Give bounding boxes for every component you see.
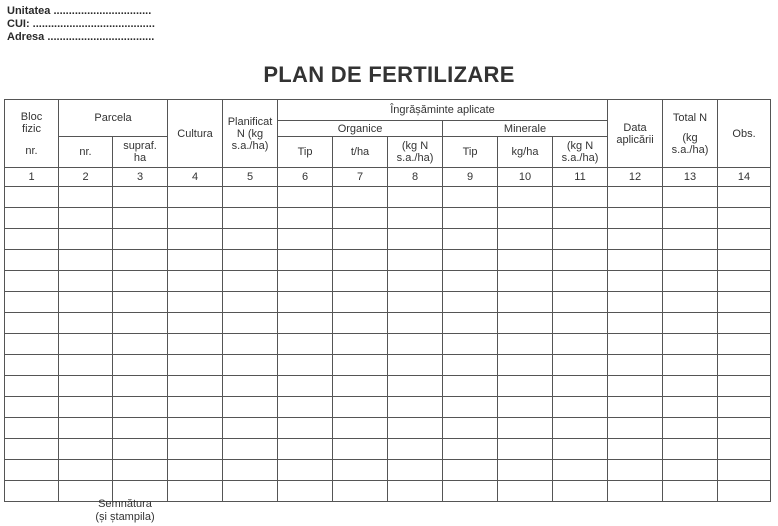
- table-cell[interactable]: [663, 250, 718, 271]
- table-cell[interactable]: [443, 313, 498, 334]
- table-cell[interactable]: [498, 481, 553, 502]
- table-row: [5, 187, 771, 208]
- table-cell[interactable]: [498, 292, 553, 313]
- table-cell[interactable]: [333, 397, 388, 418]
- table-cell[interactable]: [388, 292, 443, 313]
- table-cell[interactable]: [388, 439, 443, 460]
- table-cell[interactable]: [608, 250, 663, 271]
- table-cell[interactable]: [278, 418, 333, 439]
- header-parcela: Parcela: [59, 100, 168, 137]
- column-number: 12: [608, 168, 663, 187]
- column-number-row: [5, 168, 771, 187]
- table-row: [5, 460, 771, 481]
- table-cell[interactable]: [663, 397, 718, 418]
- table-cell[interactable]: [168, 439, 223, 460]
- table-cell[interactable]: [498, 460, 553, 481]
- table-cell[interactable]: [718, 439, 771, 460]
- column-number: 2: [59, 168, 113, 187]
- table-cell[interactable]: [278, 439, 333, 460]
- table-cell[interactable]: [553, 292, 608, 313]
- table-cell[interactable]: [5, 418, 59, 439]
- header-organice: Organice: [278, 121, 443, 137]
- table-cell[interactable]: [59, 418, 113, 439]
- table-row: [5, 271, 771, 292]
- table-cell[interactable]: [333, 271, 388, 292]
- table-cell[interactable]: [333, 439, 388, 460]
- table-row: [5, 292, 771, 313]
- table-cell[interactable]: [718, 313, 771, 334]
- table-cell[interactable]: [553, 250, 608, 271]
- table-cell[interactable]: [388, 460, 443, 481]
- table-cell[interactable]: [388, 418, 443, 439]
- header-data-aplicarii: Data aplicării: [608, 100, 663, 168]
- table-cell[interactable]: [388, 208, 443, 229]
- table-cell[interactable]: [223, 271, 278, 292]
- table-cell[interactable]: [59, 376, 113, 397]
- table-cell[interactable]: [5, 208, 59, 229]
- table-cell[interactable]: [59, 271, 113, 292]
- table-cell[interactable]: [113, 334, 168, 355]
- table-cell[interactable]: [113, 313, 168, 334]
- table-cell[interactable]: [443, 460, 498, 481]
- column-number: 4: [168, 168, 223, 187]
- table-row: [5, 418, 771, 439]
- table-cell[interactable]: [278, 271, 333, 292]
- column-number: 14: [718, 168, 771, 187]
- header-min-kgn: (kg N s.a./ha): [553, 137, 608, 168]
- table-row: [5, 208, 771, 229]
- table-cell[interactable]: [168, 208, 223, 229]
- header-org-kgn: (kg N s.a./ha): [388, 137, 443, 168]
- table-cell[interactable]: [443, 355, 498, 376]
- table-cell[interactable]: [168, 250, 223, 271]
- table-cell[interactable]: [278, 292, 333, 313]
- table-cell[interactable]: [443, 250, 498, 271]
- table-cell[interactable]: [608, 460, 663, 481]
- table-cell[interactable]: [498, 397, 553, 418]
- table-cell[interactable]: [718, 229, 771, 250]
- table-cell[interactable]: [718, 481, 771, 502]
- table-row: [5, 439, 771, 460]
- table-cell[interactable]: [663, 187, 718, 208]
- table-cell[interactable]: [608, 418, 663, 439]
- company-info-block: [7, 5, 155, 44]
- table-cell[interactable]: [168, 229, 223, 250]
- table-cell[interactable]: [333, 418, 388, 439]
- unit-line: Unitatea ................................: [7, 5, 152, 17]
- table-cell[interactable]: [608, 229, 663, 250]
- table-row: [5, 397, 771, 418]
- table-cell[interactable]: [608, 397, 663, 418]
- table-row: [5, 376, 771, 397]
- table-cell[interactable]: [718, 271, 771, 292]
- header-org-tip: Tip: [278, 137, 333, 168]
- table-cell[interactable]: [388, 481, 443, 502]
- table-cell[interactable]: [443, 439, 498, 460]
- table-cell[interactable]: [718, 460, 771, 481]
- table-row: [5, 355, 771, 376]
- cui-line: CUI: ........................................: [7, 18, 155, 30]
- table-cell[interactable]: [443, 481, 498, 502]
- table-cell[interactable]: [608, 208, 663, 229]
- table-cell[interactable]: [333, 208, 388, 229]
- table-cell[interactable]: [113, 397, 168, 418]
- table-cell[interactable]: [59, 250, 113, 271]
- column-number: 11: [553, 168, 608, 187]
- table-cell[interactable]: [333, 376, 388, 397]
- table-cell[interactable]: [5, 250, 59, 271]
- table-cell[interactable]: [5, 187, 59, 208]
- table-cell[interactable]: [168, 334, 223, 355]
- table-cell[interactable]: [59, 208, 113, 229]
- table-cell[interactable]: [113, 250, 168, 271]
- table-cell[interactable]: [59, 397, 113, 418]
- column-number: 1: [5, 168, 59, 187]
- table-cell[interactable]: [333, 334, 388, 355]
- table-cell[interactable]: [663, 271, 718, 292]
- page-title: PLAN DE FERTILIZARE: [263, 62, 515, 87]
- table-cell[interactable]: [443, 292, 498, 313]
- table-cell[interactable]: [223, 376, 278, 397]
- table-cell[interactable]: [498, 439, 553, 460]
- header-min-kgha: kg/ha: [498, 137, 553, 168]
- table-cell[interactable]: [223, 187, 278, 208]
- table-cell[interactable]: [59, 334, 113, 355]
- table-cell[interactable]: [5, 355, 59, 376]
- table-cell[interactable]: [718, 334, 771, 355]
- table-cell[interactable]: [608, 481, 663, 502]
- table-cell[interactable]: [223, 292, 278, 313]
- table-cell[interactable]: [278, 250, 333, 271]
- table-cell[interactable]: [113, 418, 168, 439]
- table-cell[interactable]: [333, 460, 388, 481]
- table-cell[interactable]: [498, 208, 553, 229]
- header-obs: Obs.: [718, 100, 771, 168]
- table-cell[interactable]: [113, 439, 168, 460]
- table-cell[interactable]: [168, 376, 223, 397]
- table-cell[interactable]: [223, 313, 278, 334]
- table-cell[interactable]: [59, 439, 113, 460]
- table-cell[interactable]: [5, 460, 59, 481]
- table-cell[interactable]: [168, 271, 223, 292]
- table-cell[interactable]: [443, 376, 498, 397]
- table-cell[interactable]: [718, 208, 771, 229]
- table-cell[interactable]: [553, 313, 608, 334]
- table-cell[interactable]: [608, 355, 663, 376]
- table-cell[interactable]: [718, 418, 771, 439]
- table-cell[interactable]: [498, 271, 553, 292]
- table-cell[interactable]: [718, 187, 771, 208]
- table-cell[interactable]: [718, 355, 771, 376]
- table-cell[interactable]: [223, 250, 278, 271]
- table-cell[interactable]: [223, 355, 278, 376]
- table-cell[interactable]: [718, 292, 771, 313]
- table-cell[interactable]: [5, 397, 59, 418]
- table-cell[interactable]: [278, 208, 333, 229]
- table-cell[interactable]: [113, 292, 168, 313]
- table-row: [5, 229, 771, 250]
- column-number: 13: [663, 168, 718, 187]
- table-cell[interactable]: [5, 292, 59, 313]
- table-cell[interactable]: [443, 334, 498, 355]
- table-cell[interactable]: [223, 229, 278, 250]
- table-cell[interactable]: [553, 355, 608, 376]
- table-cell[interactable]: [333, 481, 388, 502]
- table-cell[interactable]: [278, 313, 333, 334]
- table-cell[interactable]: [223, 460, 278, 481]
- address-line: Adresa ...................................: [7, 31, 155, 43]
- table-cell[interactable]: [498, 229, 553, 250]
- table-cell[interactable]: [663, 418, 718, 439]
- table-cell[interactable]: [168, 355, 223, 376]
- table-cell[interactable]: [168, 187, 223, 208]
- header-parcela-supraf: supraf. ha: [113, 137, 168, 168]
- table-cell[interactable]: [223, 481, 278, 502]
- table-cell[interactable]: [663, 481, 718, 502]
- table-row: [5, 250, 771, 271]
- table-cell[interactable]: [168, 397, 223, 418]
- table-cell[interactable]: [553, 208, 608, 229]
- table-cell[interactable]: [388, 271, 443, 292]
- table-cell[interactable]: [498, 355, 553, 376]
- table-cell[interactable]: [718, 397, 771, 418]
- table-cell[interactable]: [608, 292, 663, 313]
- table-cell[interactable]: [113, 187, 168, 208]
- column-number: 9: [443, 168, 498, 187]
- table-cell[interactable]: [113, 376, 168, 397]
- table-cell[interactable]: [553, 397, 608, 418]
- header-bloc-fizic: Bloc fizic nr.: [5, 100, 59, 168]
- header-org-tha: t/ha: [333, 137, 388, 168]
- table-cell[interactable]: [223, 208, 278, 229]
- table-cell[interactable]: [608, 187, 663, 208]
- table-cell[interactable]: [498, 334, 553, 355]
- table-cell[interactable]: [278, 187, 333, 208]
- table-cell[interactable]: [5, 313, 59, 334]
- table-cell[interactable]: [443, 229, 498, 250]
- table-cell[interactable]: [553, 439, 608, 460]
- table-cell[interactable]: [553, 481, 608, 502]
- table-cell[interactable]: [498, 376, 553, 397]
- table-cell[interactable]: [113, 271, 168, 292]
- table-cell[interactable]: [278, 460, 333, 481]
- table-cell[interactable]: [333, 313, 388, 334]
- table-cell[interactable]: [333, 229, 388, 250]
- table-cell[interactable]: [498, 250, 553, 271]
- table-cell[interactable]: [168, 313, 223, 334]
- column-number: 7: [333, 168, 388, 187]
- table-row: [5, 334, 771, 355]
- table-cell[interactable]: [5, 229, 59, 250]
- column-number: 6: [278, 168, 333, 187]
- column-number: 10: [498, 168, 553, 187]
- table-cell[interactable]: [553, 229, 608, 250]
- header-planificat: Planificat N (kg s.a./ha): [223, 100, 278, 168]
- table-cell[interactable]: [663, 229, 718, 250]
- table-cell[interactable]: [333, 187, 388, 208]
- table-cell[interactable]: [388, 355, 443, 376]
- table-cell[interactable]: [5, 376, 59, 397]
- table-cell[interactable]: [333, 250, 388, 271]
- table-cell[interactable]: [553, 376, 608, 397]
- table-cell[interactable]: [498, 187, 553, 208]
- table-cell[interactable]: [608, 271, 663, 292]
- table-cell[interactable]: [113, 460, 168, 481]
- table-cell[interactable]: [663, 376, 718, 397]
- header-total-n: Total N (kg s.a./ha): [663, 100, 718, 168]
- table-cell[interactable]: [59, 355, 113, 376]
- column-number: 5: [223, 168, 278, 187]
- fertilization-plan-table: [4, 99, 771, 502]
- table-cell[interactable]: [718, 376, 771, 397]
- table-cell[interactable]: [553, 418, 608, 439]
- table-cell[interactable]: [443, 418, 498, 439]
- table-cell[interactable]: [553, 187, 608, 208]
- table-cell[interactable]: [59, 229, 113, 250]
- table-cell[interactable]: [663, 439, 718, 460]
- table-row: [5, 313, 771, 334]
- table-cell[interactable]: [443, 208, 498, 229]
- header-min-tip: Tip: [443, 137, 498, 168]
- table-cell[interactable]: [59, 460, 113, 481]
- table-cell[interactable]: [388, 187, 443, 208]
- table-cell[interactable]: [663, 334, 718, 355]
- table-cell[interactable]: [113, 355, 168, 376]
- table-cell[interactable]: [553, 460, 608, 481]
- table-cell[interactable]: [498, 313, 553, 334]
- table-cell[interactable]: [443, 271, 498, 292]
- table-cell[interactable]: [168, 481, 223, 502]
- table-cell[interactable]: [278, 355, 333, 376]
- table-cell[interactable]: [333, 355, 388, 376]
- header-parcela-nr: nr.: [59, 137, 113, 168]
- signature-label: Semnătura (și ștampila): [95, 498, 155, 523]
- table-cell[interactable]: [5, 439, 59, 460]
- table-cell[interactable]: [223, 334, 278, 355]
- table-cell[interactable]: [663, 355, 718, 376]
- table-cell[interactable]: [388, 313, 443, 334]
- table-cell[interactable]: [168, 292, 223, 313]
- table-cell[interactable]: [608, 334, 663, 355]
- table-cell[interactable]: [113, 208, 168, 229]
- header-cultura: Cultura: [168, 100, 223, 168]
- table-cell[interactable]: [388, 229, 443, 250]
- table-cell[interactable]: [663, 460, 718, 481]
- table-cell[interactable]: [388, 334, 443, 355]
- table-cell[interactable]: [113, 229, 168, 250]
- header-minerale: Minerale: [443, 121, 608, 137]
- table-cell[interactable]: [278, 397, 333, 418]
- table-cell[interactable]: [278, 334, 333, 355]
- table-cell[interactable]: [5, 334, 59, 355]
- table-cell[interactable]: [278, 481, 333, 502]
- table-cell[interactable]: [553, 271, 608, 292]
- header-ingrasaminte: Îngrășăminte aplicate: [278, 100, 608, 121]
- column-number: 3: [113, 168, 168, 187]
- table-cell[interactable]: [59, 313, 113, 334]
- table-cell[interactable]: [59, 292, 113, 313]
- table-cell[interactable]: [59, 187, 113, 208]
- table-cell[interactable]: [168, 418, 223, 439]
- table-cell[interactable]: [223, 397, 278, 418]
- table-cell[interactable]: [5, 481, 59, 502]
- table-cell[interactable]: [718, 250, 771, 271]
- table-cell[interactable]: [663, 292, 718, 313]
- table-cell[interactable]: [223, 418, 278, 439]
- table-cell[interactable]: [388, 250, 443, 271]
- table-cell[interactable]: [5, 271, 59, 292]
- table-cell[interactable]: [498, 418, 553, 439]
- table-cell[interactable]: [663, 313, 718, 334]
- table-cell[interactable]: [278, 376, 333, 397]
- table-cell[interactable]: [443, 397, 498, 418]
- table-cell[interactable]: [608, 313, 663, 334]
- table-cell[interactable]: [443, 187, 498, 208]
- table-cell[interactable]: [333, 292, 388, 313]
- table-cell[interactable]: [663, 208, 718, 229]
- table-cell[interactable]: [608, 439, 663, 460]
- table-cell[interactable]: [608, 376, 663, 397]
- column-number: 8: [388, 168, 443, 187]
- table-cell[interactable]: [553, 334, 608, 355]
- table-cell[interactable]: [388, 397, 443, 418]
- table-cell[interactable]: [168, 460, 223, 481]
- table-cell[interactable]: [388, 376, 443, 397]
- table-cell[interactable]: [223, 439, 278, 460]
- table-cell[interactable]: [278, 229, 333, 250]
